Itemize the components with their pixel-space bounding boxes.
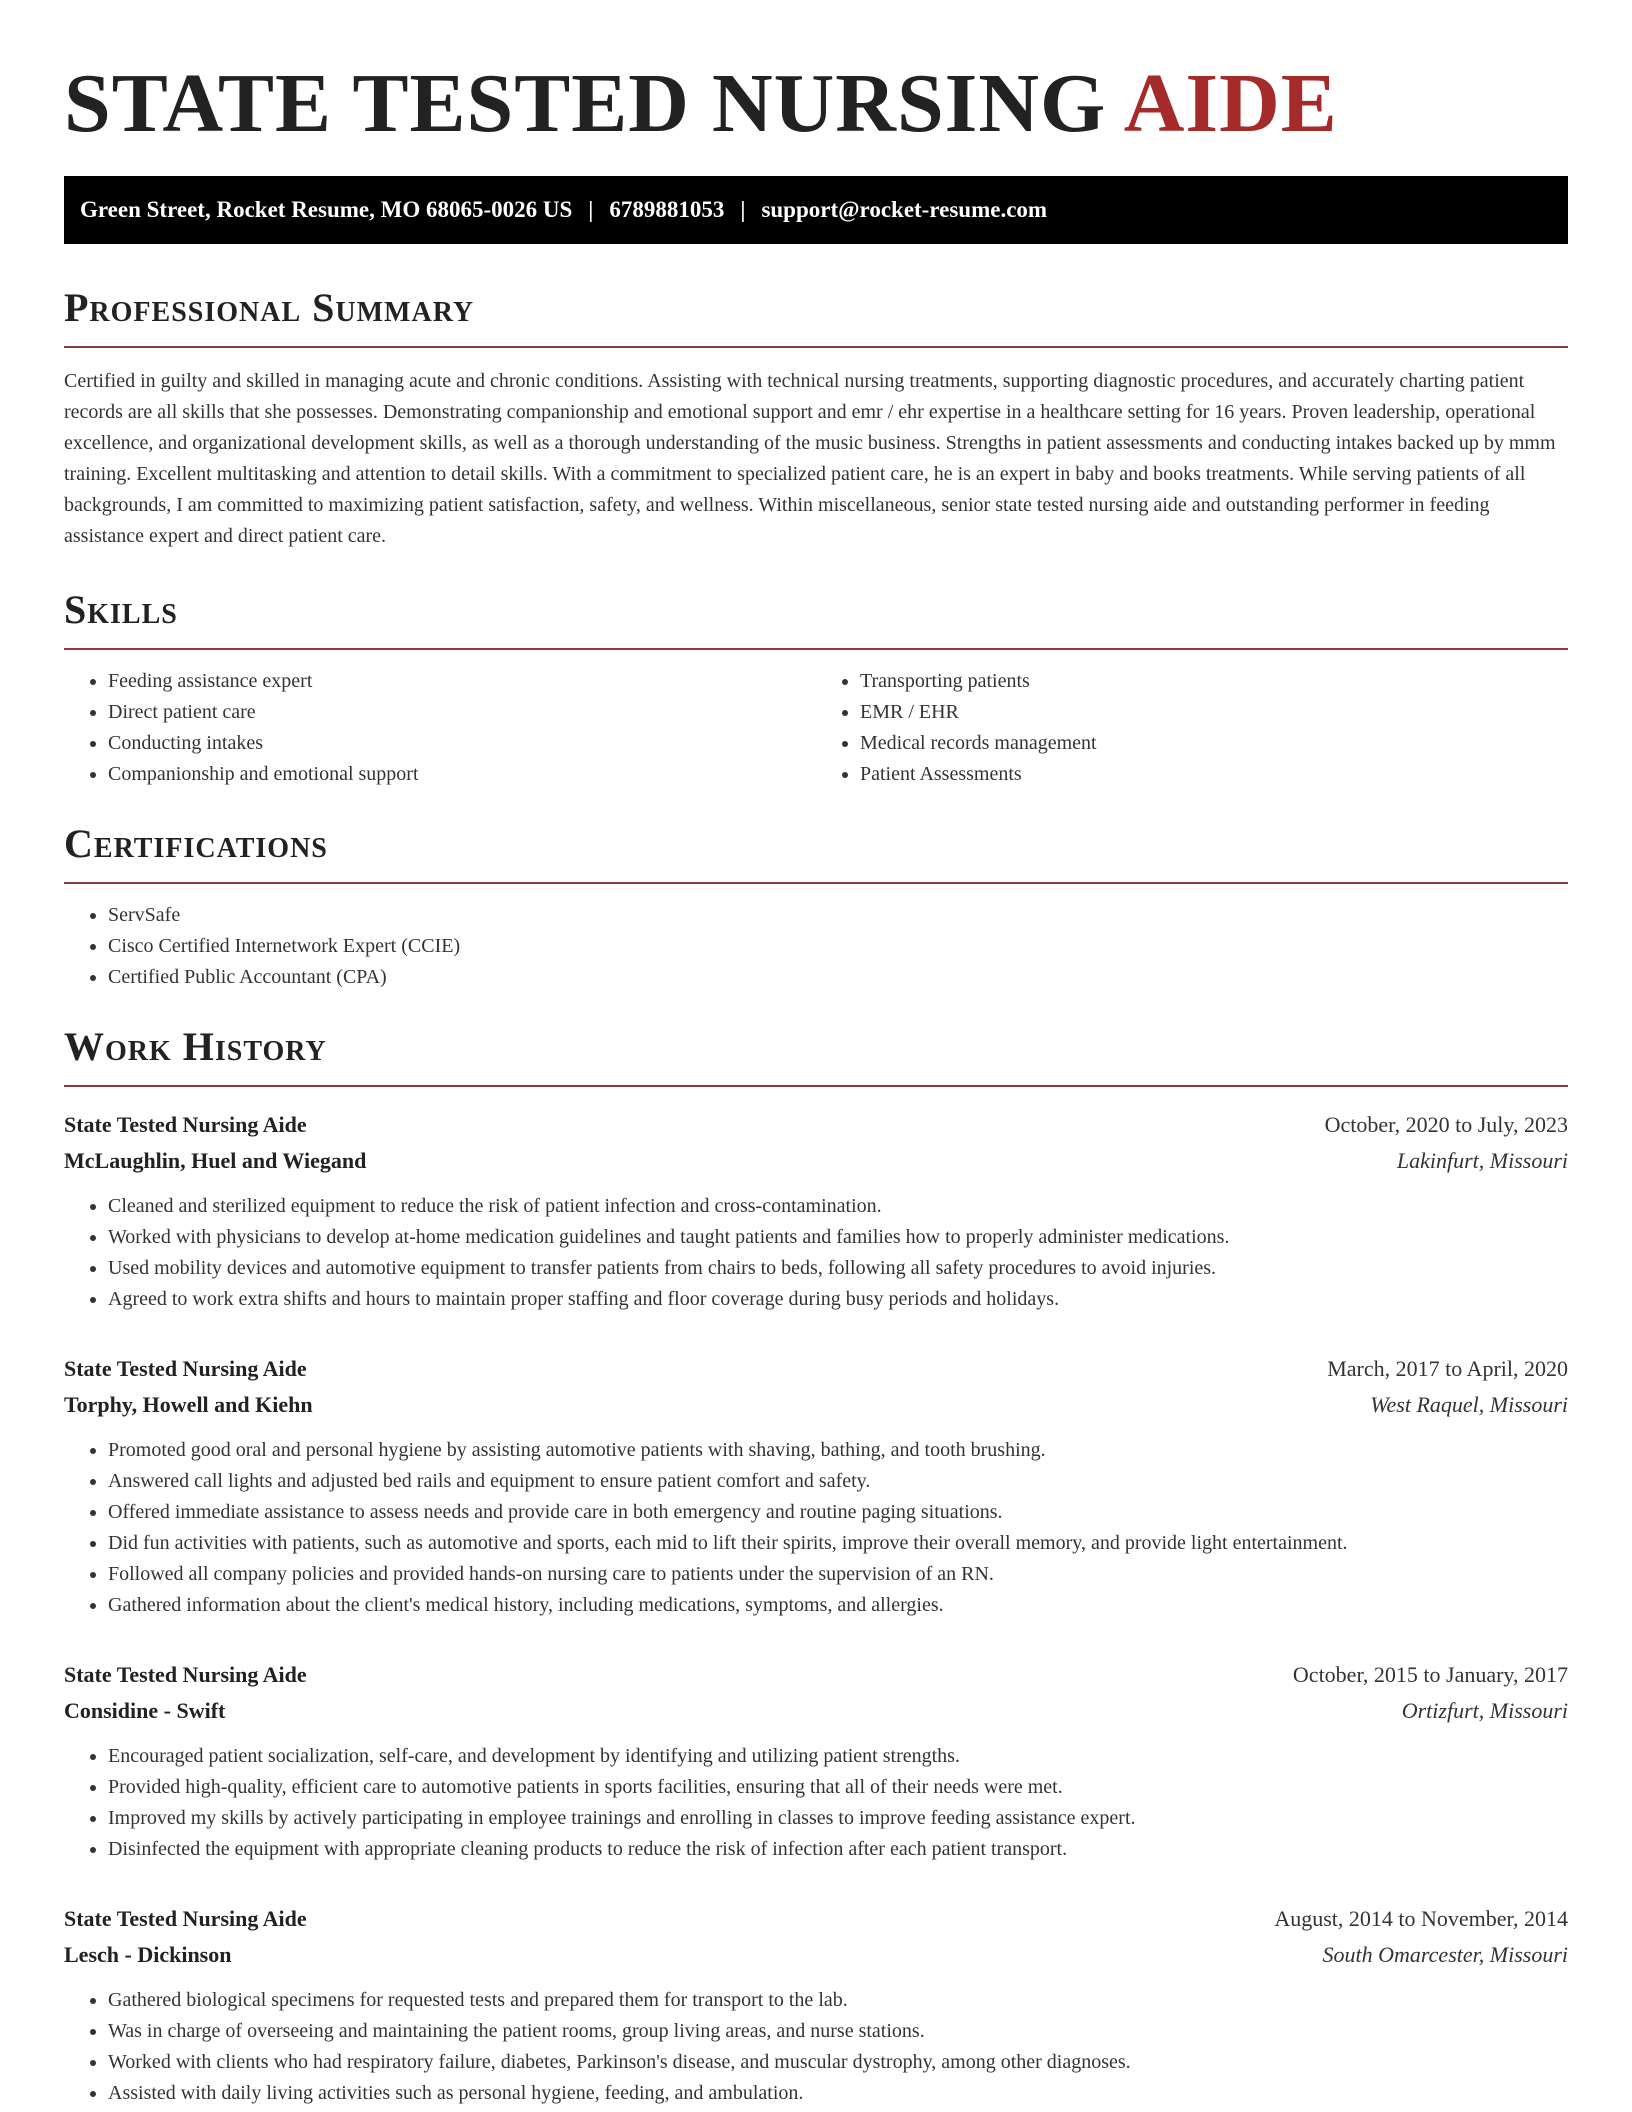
section-title-certifications: Certifications (64, 821, 328, 866)
work-history-section (64, 1023, 1568, 2109)
skill-item: • Patient Assessments (860, 759, 1568, 790)
skill-item: • Companionship and emotional support (108, 759, 816, 790)
certification-item: • Certified Public Accountant (CPA) (108, 962, 1568, 993)
contact-address: Green Street, Rocket Resume, MO 68065-0026 US (80, 197, 573, 222)
skill-item: • EMR / EHR (860, 697, 1568, 728)
job-company: Lesch - Dickinson (64, 1942, 232, 1967)
job-location: South Omarcester, Missouri (1322, 1942, 1568, 1967)
job-entry (64, 1901, 1568, 2109)
job-duties-list (64, 1435, 1568, 1621)
job-duties-list (64, 1741, 1568, 1865)
certification-item: • Cisco Certified Internetwork Expert (CCIE) (108, 931, 1568, 962)
job-dates: March, 2017 to April, 2020 (1327, 1356, 1568, 1381)
skills-section (64, 586, 1568, 790)
job-entry (64, 1351, 1568, 1621)
job-duty: • Gathered biological specimens for requested tests and prepared them for transport to the lab. (108, 1985, 1568, 2016)
section-divider (64, 346, 1568, 348)
section-divider (64, 648, 1568, 650)
job-duty: • Agreed to work extra shifts and hours to maintain proper staffing and floor coverage during busy periods and holidays. (108, 1284, 1568, 1315)
job-duty: • Was in charge of overseeing and maintaining the patient rooms, group living areas, and nurse stations. (108, 2016, 1568, 2047)
job-duties-list (64, 1985, 1568, 2109)
summary-text: Certified in guilty and skilled in managing acute and chronic conditions. Assisting with technical nursing treatments, supporting diagnostic procedures, and accurately charting patient records are all skills that she possesses. Demonstrating companionship and emotional support and emr / ehr expertise in a healthcare setting for 16 years. Proven leadership, operational excellence, and organizational development skills, as well as a thorough understanding of the music business. Strengths in patient assessments and conducting intakes backed up by mmm training. Excellent multitasking and attention to detail skills. With a commitment to specialized patient care, he is an expert in baby and books treatments. While serving patients of all backgrounds, I am committed to maximizing patient satisfaction, safety, and wellness. Within miscellaneous, senior state tested nursing aide and outstanding performer in feeding assistance expert and direct patient care. (64, 370, 1556, 547)
job-duty: • Worked with clients who had respiratory failure, diabetes, Parkinson's disease, and muscular dystrophy, among other diagnoses. (108, 2047, 1568, 2078)
section-divider (64, 1085, 1568, 1087)
job-duty: • Encouraged patient socialization, self-care, and development by identifying and utilizing patient strengths. (108, 1741, 1568, 1772)
skill-item: • Medical records management (860, 728, 1568, 759)
contact-phone: 6789881053 (609, 197, 725, 222)
job-company: Considine - Swift (64, 1698, 226, 1723)
job-company: McLaughlin, Huel and Wiegand (64, 1148, 367, 1173)
job-duty: • Provided high-quality, efficient care to automotive patients in sports facilities, ensuring that all of their needs were met. (108, 1772, 1568, 1803)
job-duty: • Did fun activities with patients, such as automotive and sports, each mid to lift their spirits, improve their overall memory, and provide light entertainment. (108, 1528, 1568, 1559)
job-location: Lakinfurt, Missouri (1396, 1148, 1568, 1173)
job-duty: • Promoted good oral and personal hygiene by assisting automotive patients with shaving, bathing, and tooth brushing. (108, 1435, 1568, 1466)
job-duty: • Offered immediate assistance to assess needs and provide care in both emergency and routine paging situations. (108, 1497, 1568, 1528)
job-dates: August, 2014 to November, 2014 (1274, 1906, 1568, 1931)
job-duty: • Improved my skills by actively participating in employee trainings and enrolling in classes to improve feeding assistance expert. (108, 1803, 1568, 1834)
job-duty: • Gathered information about the client's medical history, including medications, symptoms, and allergies. (108, 1590, 1568, 1621)
job-title: State Tested Nursing Aide (64, 1662, 307, 1687)
job-title: State Tested Nursing Aide (64, 1112, 307, 1137)
job-company: Torphy, Howell and Kiehn (64, 1392, 313, 1417)
job-dates: October, 2020 to July, 2023 (1324, 1112, 1568, 1137)
section-title-work-history: Work History (64, 1024, 327, 1069)
summary-section (64, 284, 1568, 552)
job-location: West Raquel, Missouri (1370, 1392, 1568, 1417)
job-title: State Tested Nursing Aide (64, 1906, 307, 1931)
skill-item: • Conducting intakes (108, 728, 816, 759)
job-entry (64, 1657, 1568, 1865)
skills-list-left (64, 666, 816, 790)
candidate-name (64, 56, 1568, 152)
job-dates: October, 2015 to January, 2017 (1292, 1662, 1568, 1687)
skill-item: • Transporting patients (860, 666, 1568, 697)
job-entry (64, 1107, 1568, 1315)
job-duty: • Assisted with daily living activities such as personal hygiene, feeding, and ambulation. (108, 2078, 1568, 2109)
section-title-skills: Skills (64, 587, 178, 632)
job-duty: • Cleaned and sterilized equipment to reduce the risk of patient infection and cross-contamination. (108, 1191, 1568, 1222)
skills-grid (64, 666, 1568, 790)
skill-item: • Direct patient care (108, 697, 816, 728)
job-title: State Tested Nursing Aide (64, 1356, 307, 1381)
job-duty: • Worked with physicians to develop at-home medication guidelines and taught patients and families how to properly administer medications. (108, 1222, 1568, 1253)
section-title-summary: Professional Summary (64, 285, 475, 330)
name-accent: AIDE (1123, 57, 1338, 150)
certification-item: • ServSafe (108, 900, 1568, 931)
contact-separator: | (740, 197, 746, 222)
section-divider (64, 882, 1568, 884)
skills-list-right (816, 666, 1568, 790)
name-main: STATE TESTED NURSING (64, 57, 1107, 150)
job-duty: • Used mobility devices and automotive equipment to transfer patients from chairs to beds, following all safety procedures to avoid injuries. (108, 1253, 1568, 1284)
job-duties-list (64, 1191, 1568, 1315)
skill-item: • Feeding assistance expert (108, 666, 816, 697)
certifications-section (64, 820, 1568, 993)
contact-separator: | (588, 197, 594, 222)
job-duty: • Answered call lights and adjusted bed rails and equipment to ensure patient comfort and safety. (108, 1466, 1568, 1497)
job-location: Ortizfurt, Missouri (1401, 1698, 1568, 1723)
job-duty: • Disinfected the equipment with appropriate cleaning products to reduce the risk of infection after each patient transport. (108, 1834, 1568, 1865)
certifications-list (64, 900, 1568, 993)
contact-email: support@rocket-resume.com (761, 197, 1048, 222)
job-duty: • Followed all company policies and provided hands-on nursing care to patients under the supervision of an RN. (108, 1559, 1568, 1590)
contact-bar (64, 176, 1568, 244)
